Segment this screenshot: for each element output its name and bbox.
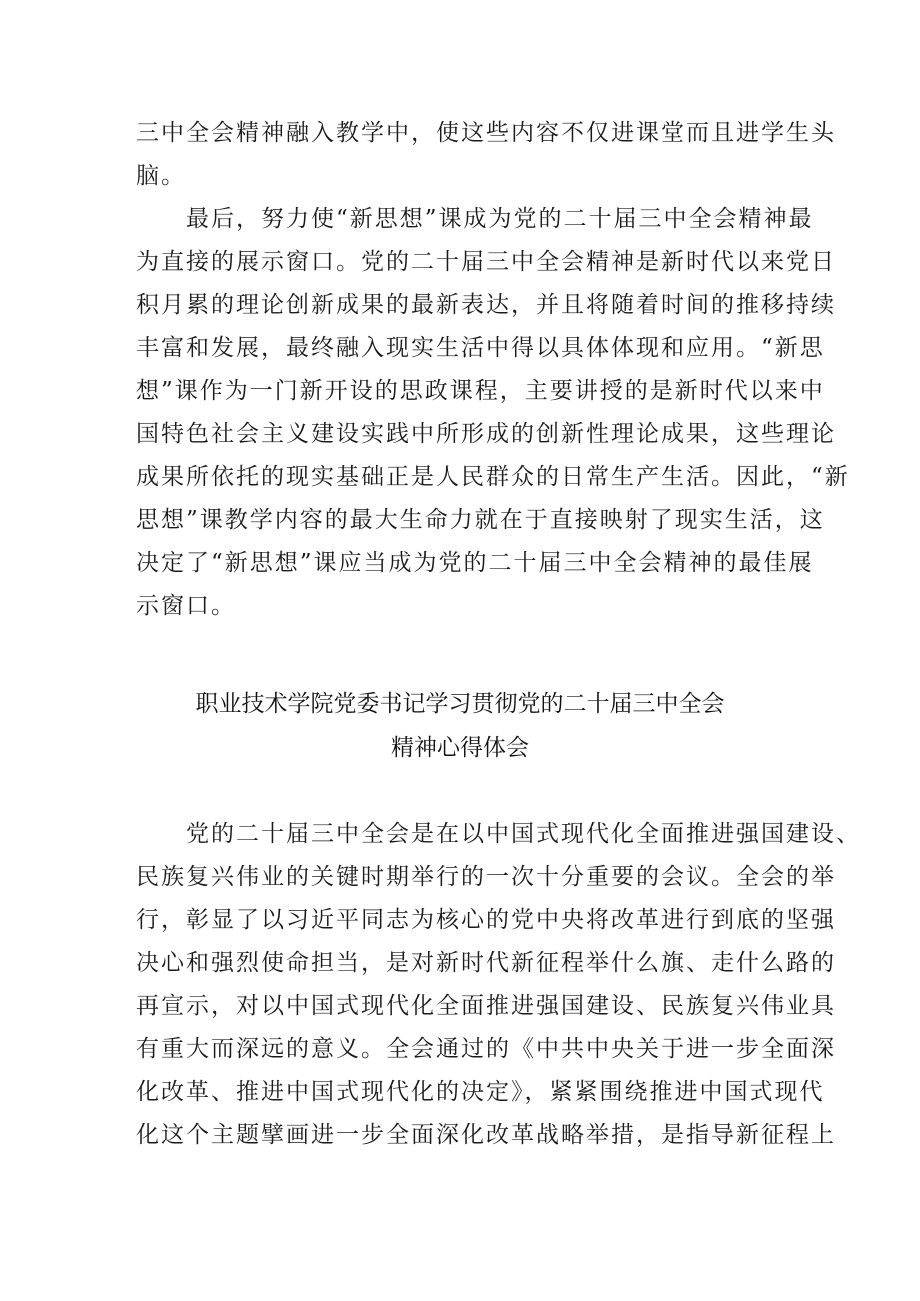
article-title-line: 精神心得体会 bbox=[391, 735, 529, 761]
text-line: 丰富和发展，最终融入现实生活中得以具体体现和应用。“新思 bbox=[136, 335, 825, 361]
text-line: 决心和强烈使命担当，是对新时代新征程举什么旗、走什么路的 bbox=[136, 950, 836, 976]
text-line: 决定了“新思想”课应当成为党的二十届三中全会精神的最佳展 bbox=[136, 550, 814, 576]
text-line: 示窗口。 bbox=[136, 593, 236, 619]
text-line: 积月累的理论创新成果的最新表达，并且将随着时间的推移持续 bbox=[136, 292, 836, 318]
text-line: 行，彰显了以习近平同志为核心的党中央将改革进行到底的坚强 bbox=[136, 907, 836, 933]
text-line: 最后，努力使“新思想”课成为党的二十届三中全会精神最 bbox=[136, 206, 814, 232]
text-line: 为直接的展示窗口。党的二十届三中全会精神是新时代以来党日 bbox=[136, 249, 836, 275]
text-line: 三中全会精神融入教学中，使这些内容不仅进课堂而且进学生头 bbox=[136, 120, 836, 146]
text-line: 脑。 bbox=[136, 163, 186, 189]
text-line: 国特色社会主义建设实践中所形成的创新性理论成果，这些理论 bbox=[136, 421, 836, 447]
text-line: 有重大而深远的意义。全会通过的《中共中央关于进一步全面深 bbox=[136, 1036, 836, 1062]
text-line: 党的二十届三中全会是在以中国式现代化全面推进强国建设、 bbox=[136, 821, 861, 847]
text-line: 成果所依托的现实基础正是人民群众的日常生产生活。因此，“新 bbox=[136, 464, 850, 490]
text-line: 再宣示，对以中国式现代化全面推进强国建设、民族复兴伟业具 bbox=[136, 993, 836, 1019]
text-line: 化改革、推进中国式现代化的决定》，紧紧围绕推进中国式现代 bbox=[136, 1079, 825, 1105]
text-line: 化这个主题擘画进一步全面深化改革战略举措，是指导新征程上 bbox=[136, 1122, 836, 1148]
text-line: 思想”课教学内容的最大生命力就在于直接映射了现实生活，这 bbox=[136, 507, 825, 533]
text-line: 民族复兴伟业的关键时期举行的一次十分重要的会议。全会的举 bbox=[136, 864, 836, 890]
text-line: 想”课作为一门新开设的思政课程，主要讲授的是新时代以来中 bbox=[136, 378, 825, 404]
article-title-line: 职业技术学院党委书记学习贯彻党的二十届三中全会 bbox=[195, 691, 725, 717]
